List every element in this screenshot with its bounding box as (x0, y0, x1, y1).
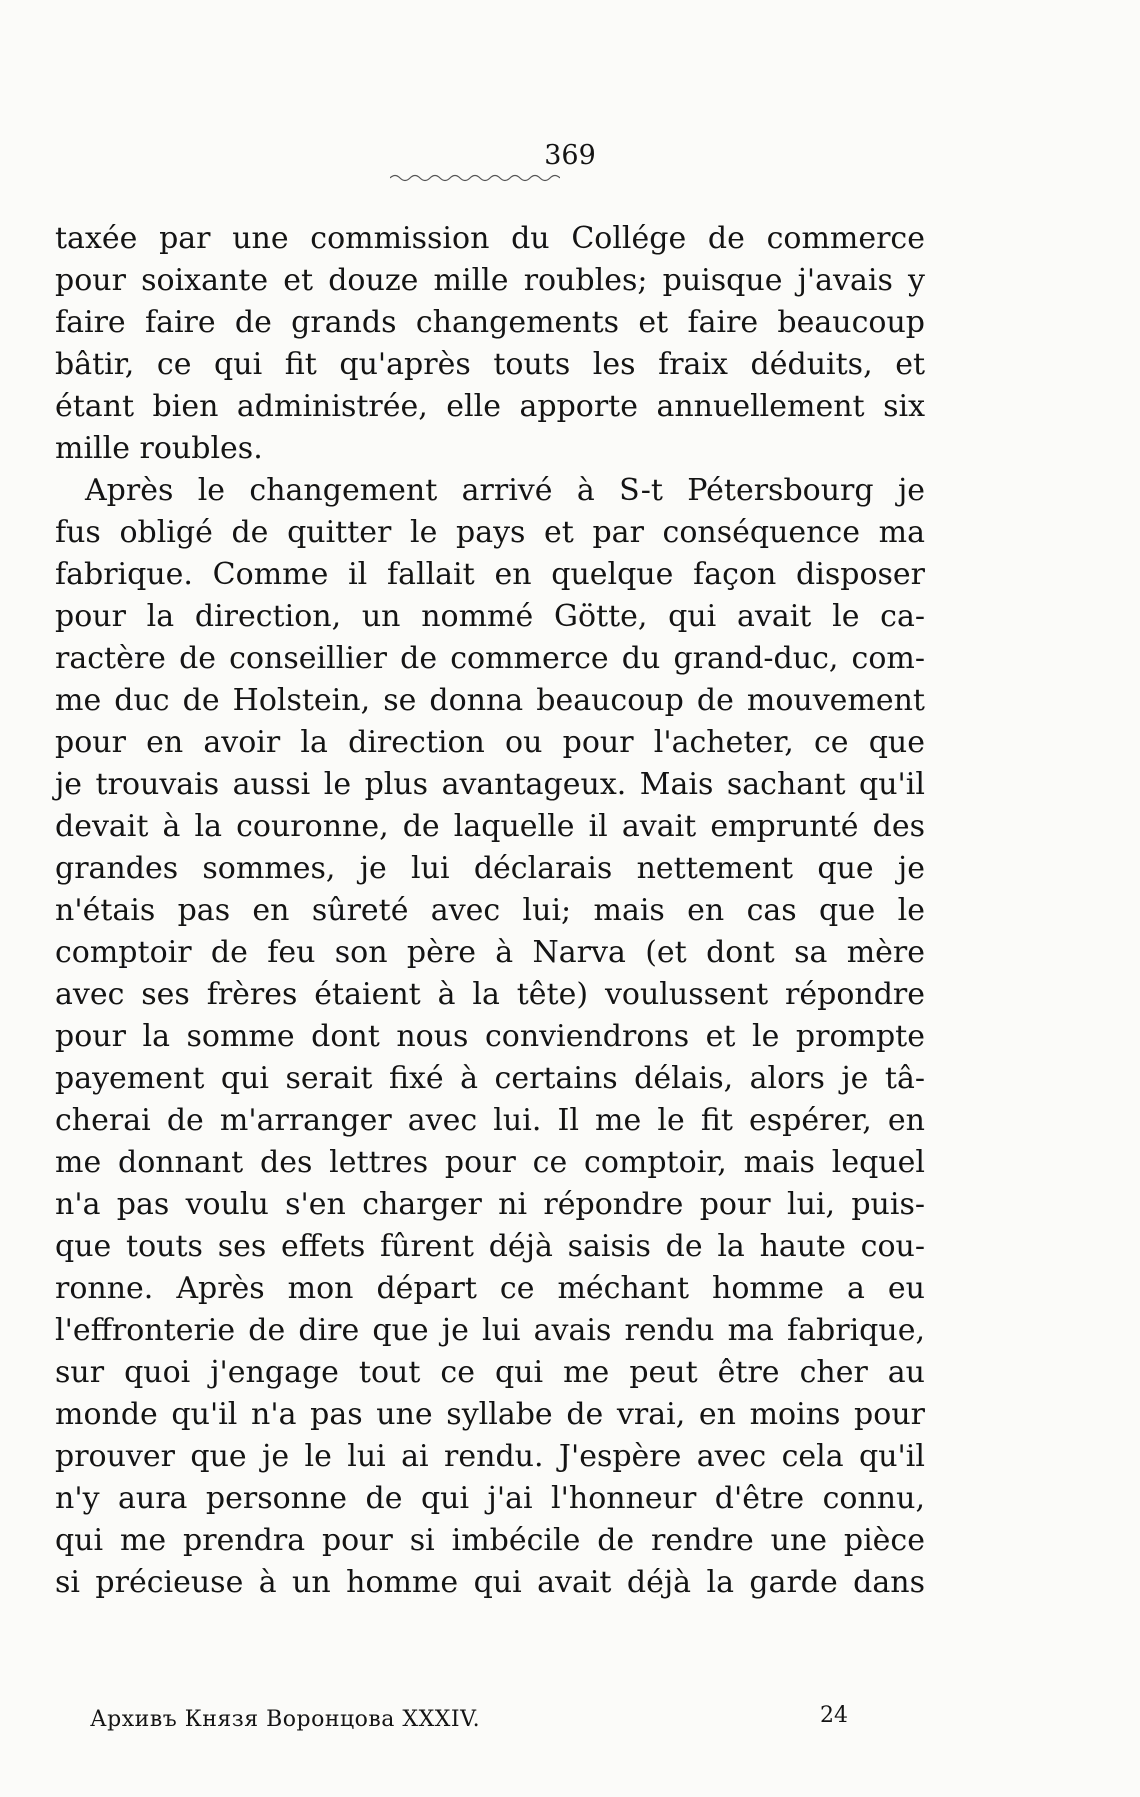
text-line: Après le changement arrivé à S-t Pétersbourg je (85, 473, 925, 508)
text-line: avec ses frères étaient à la tête) voulussent répondre (55, 977, 925, 1012)
text-line: pour la somme dont nous conviendrons et le prompte (55, 1019, 925, 1054)
text-line: n'étais pas en sûreté avec lui; mais en cas que le (55, 893, 925, 928)
text-line: mille roubles. (55, 431, 263, 466)
text-line: fus obligé de quitter le pays et par conséquence ma (55, 515, 925, 550)
text-line: comptoir de feu son père à Narva (et dont sa mère (55, 935, 925, 970)
sheet-number: 24 (820, 1703, 848, 1728)
text-line: fabrique. Comme il fallait en quelque façon disposer (55, 557, 925, 592)
text-line: faire faire de grands changements et faire beaucoup (55, 305, 925, 340)
text-line: l'effronterie de dire que je lui avais rendu ma fabrique, (55, 1313, 925, 1348)
text-line: n'a pas voulu s'en charger ni répondre pour lui, puis- (55, 1187, 925, 1222)
ornament-squiggle (390, 172, 560, 184)
text-line: devait à la couronne, de laquelle il avait emprunté des (55, 809, 925, 844)
text-line: étant bien administrée, elle apporte annuellement six (55, 389, 925, 424)
text-line: si précieuse à un homme qui avait déjà la garde dans (55, 1565, 925, 1600)
text-line: me donnant des lettres pour ce comptoir, mais lequel (55, 1145, 925, 1180)
text-line: monde qu'il n'a pas une syllabe de vrai, en moins pour (55, 1397, 925, 1432)
text-line: pour en avoir la direction ou pour l'acheter, ce que (55, 725, 925, 760)
page-number: 369 (544, 140, 596, 171)
footer-signature: Архивъ Князя Воронцова XXXIV. (90, 1707, 481, 1732)
text-line: bâtir, ce qui fit qu'après touts les fraix déduits, et (55, 347, 925, 382)
text-line: qui me prendra pour si imbécile de rendre une pièce (55, 1523, 925, 1558)
text-line: que touts ses effets fûrent déjà saisis de la haute cou- (55, 1229, 925, 1264)
text-line: sur quoi j'engage tout ce qui me peut être cher au (55, 1355, 925, 1390)
text-line: n'y aura personne de qui j'ai l'honneur d'être connu, (55, 1481, 925, 1516)
text-line: pour soixante et douze mille roubles; puisque j'avais y (55, 263, 925, 298)
text-line: cherai de m'arranger avec lui. Il me le fit espérer, en (55, 1103, 925, 1138)
text-line: me duc de Holstein, se donna beaucoup de mouvement (55, 683, 925, 718)
text-line: prouver que je le lui ai rendu. J'espère avec cela qu'il (55, 1439, 925, 1474)
text-line: ractère de conseillier de commerce du grand-duc, com- (55, 641, 925, 676)
text-line: grandes sommes, je lui déclarais nettement que je (55, 851, 925, 886)
text-line: taxée par une commission du Collége de commerce (55, 221, 925, 256)
text-line: je trouvais aussi le plus avantageux. Mais sachant qu'il (55, 767, 925, 802)
text-line: ronne. Après mon départ ce méchant homme a eu (55, 1271, 925, 1306)
text-line: payement qui serait fixé à certains délais, alors je tâ- (55, 1061, 925, 1096)
text-line: pour la direction, un nommé Götte, qui avait le ca- (55, 599, 925, 634)
